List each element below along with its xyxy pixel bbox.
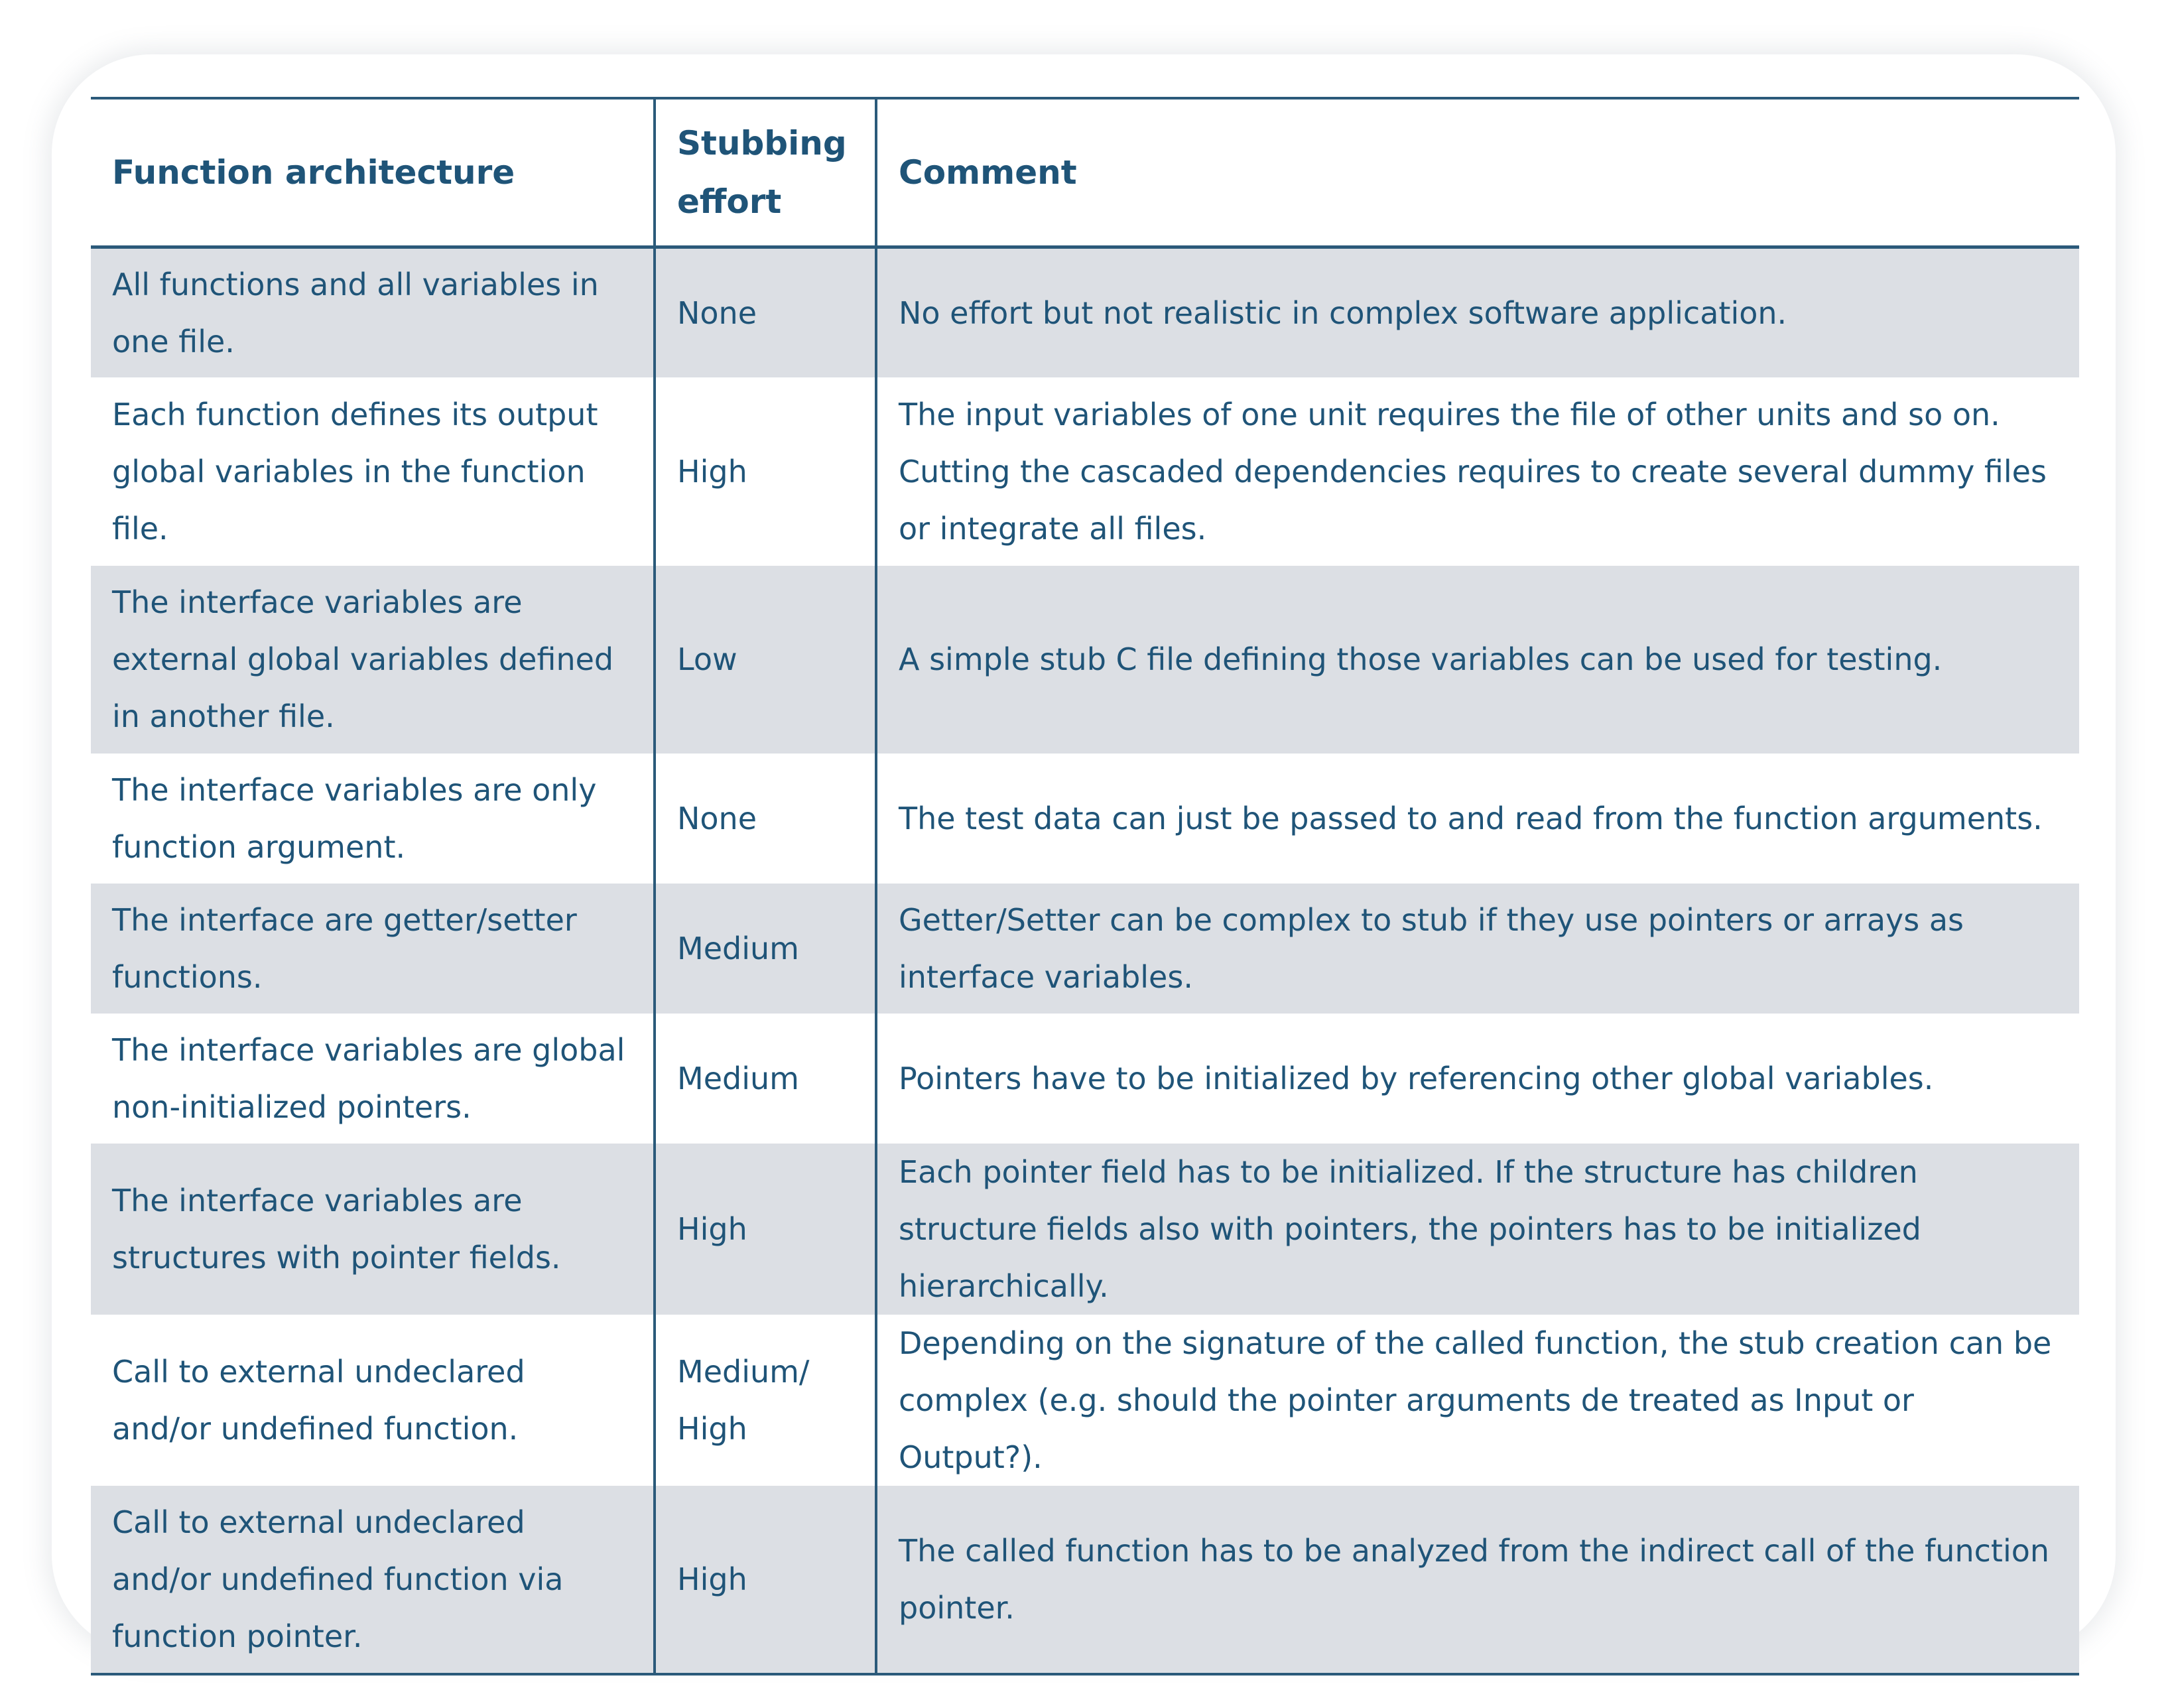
table-row: [91, 1144, 2079, 1315]
cell-effort: Medium: [655, 884, 876, 1014]
cell-effort: High: [655, 377, 876, 566]
header-comment: Comment: [876, 98, 2079, 247]
table-row: [91, 1486, 2079, 1674]
table-row: [91, 377, 2079, 566]
cell-comment: Pointers have to be initialized by referencing other global variables.: [876, 1014, 2079, 1144]
cell-comment: The called function has to be analyzed from the indirect call of the function pointer.: [876, 1486, 2079, 1674]
table-row: [91, 566, 2079, 754]
header-stubbing-effort: Stubbing effort: [655, 98, 876, 247]
cell-effort: High: [655, 1486, 876, 1674]
table-row: [91, 884, 2079, 1014]
stubbing-effort-table: [91, 97, 2079, 1675]
table-row: [91, 754, 2079, 884]
cell-architecture: The interface variables are structures with pointer fields.: [91, 1144, 655, 1315]
cell-effort: None: [655, 754, 876, 884]
cell-architecture: The interface variables are only function argument.: [91, 754, 655, 884]
cell-effort: High: [655, 1144, 876, 1315]
cell-architecture: The interface are getter/setter functions.: [91, 884, 655, 1014]
cell-architecture: Each function defines its output global variables in the function file.: [91, 377, 655, 566]
cell-comment: Getter/Setter can be complex to stub if they use pointers or arrays as interface variables.: [876, 884, 2079, 1014]
cell-comment: Each pointer field has to be initialized. If the structure has children structure fields also with pointers, the pointers has to be initialized hierarchically.: [876, 1144, 2079, 1315]
cell-effort: Medium: [655, 1014, 876, 1144]
cell-comment: The input variables of one unit requires the file of other units and so on. Cutting the cascaded dependencies requires to create several dummy files or integrate all files.: [876, 377, 2079, 566]
cell-effort: None: [655, 247, 876, 377]
header-row: [91, 98, 2079, 247]
cell-effort: Medium/ High: [655, 1315, 876, 1486]
table-row: [91, 247, 2079, 377]
cell-architecture: The interface variables are global non-initialized pointers.: [91, 1014, 655, 1144]
cell-comment: No effort but not realistic in complex software application.: [876, 247, 2079, 377]
cell-comment: The test data can just be passed to and read from the function arguments.: [876, 754, 2079, 884]
cell-comment: A simple stub C file defining those variables can be used for testing.: [876, 566, 2079, 754]
cell-comment: Depending on the signature of the called function, the stub creation can be complex (e.g. should the pointer arguments de treated as Input or Output?).: [876, 1315, 2079, 1486]
table-row: [91, 1014, 2079, 1144]
cell-architecture: Call to external undeclared and/or undefined function.: [91, 1315, 655, 1486]
cell-architecture: All functions and all variables in one file.: [91, 247, 655, 377]
cell-architecture: The interface variables are external global variables defined in another file.: [91, 566, 655, 754]
cell-effort: Low: [655, 566, 876, 754]
header-function-architecture: Function architecture: [91, 98, 655, 247]
cell-architecture: Call to external undeclared and/or undefined function via function pointer.: [91, 1486, 655, 1674]
table-row: [91, 1315, 2079, 1486]
